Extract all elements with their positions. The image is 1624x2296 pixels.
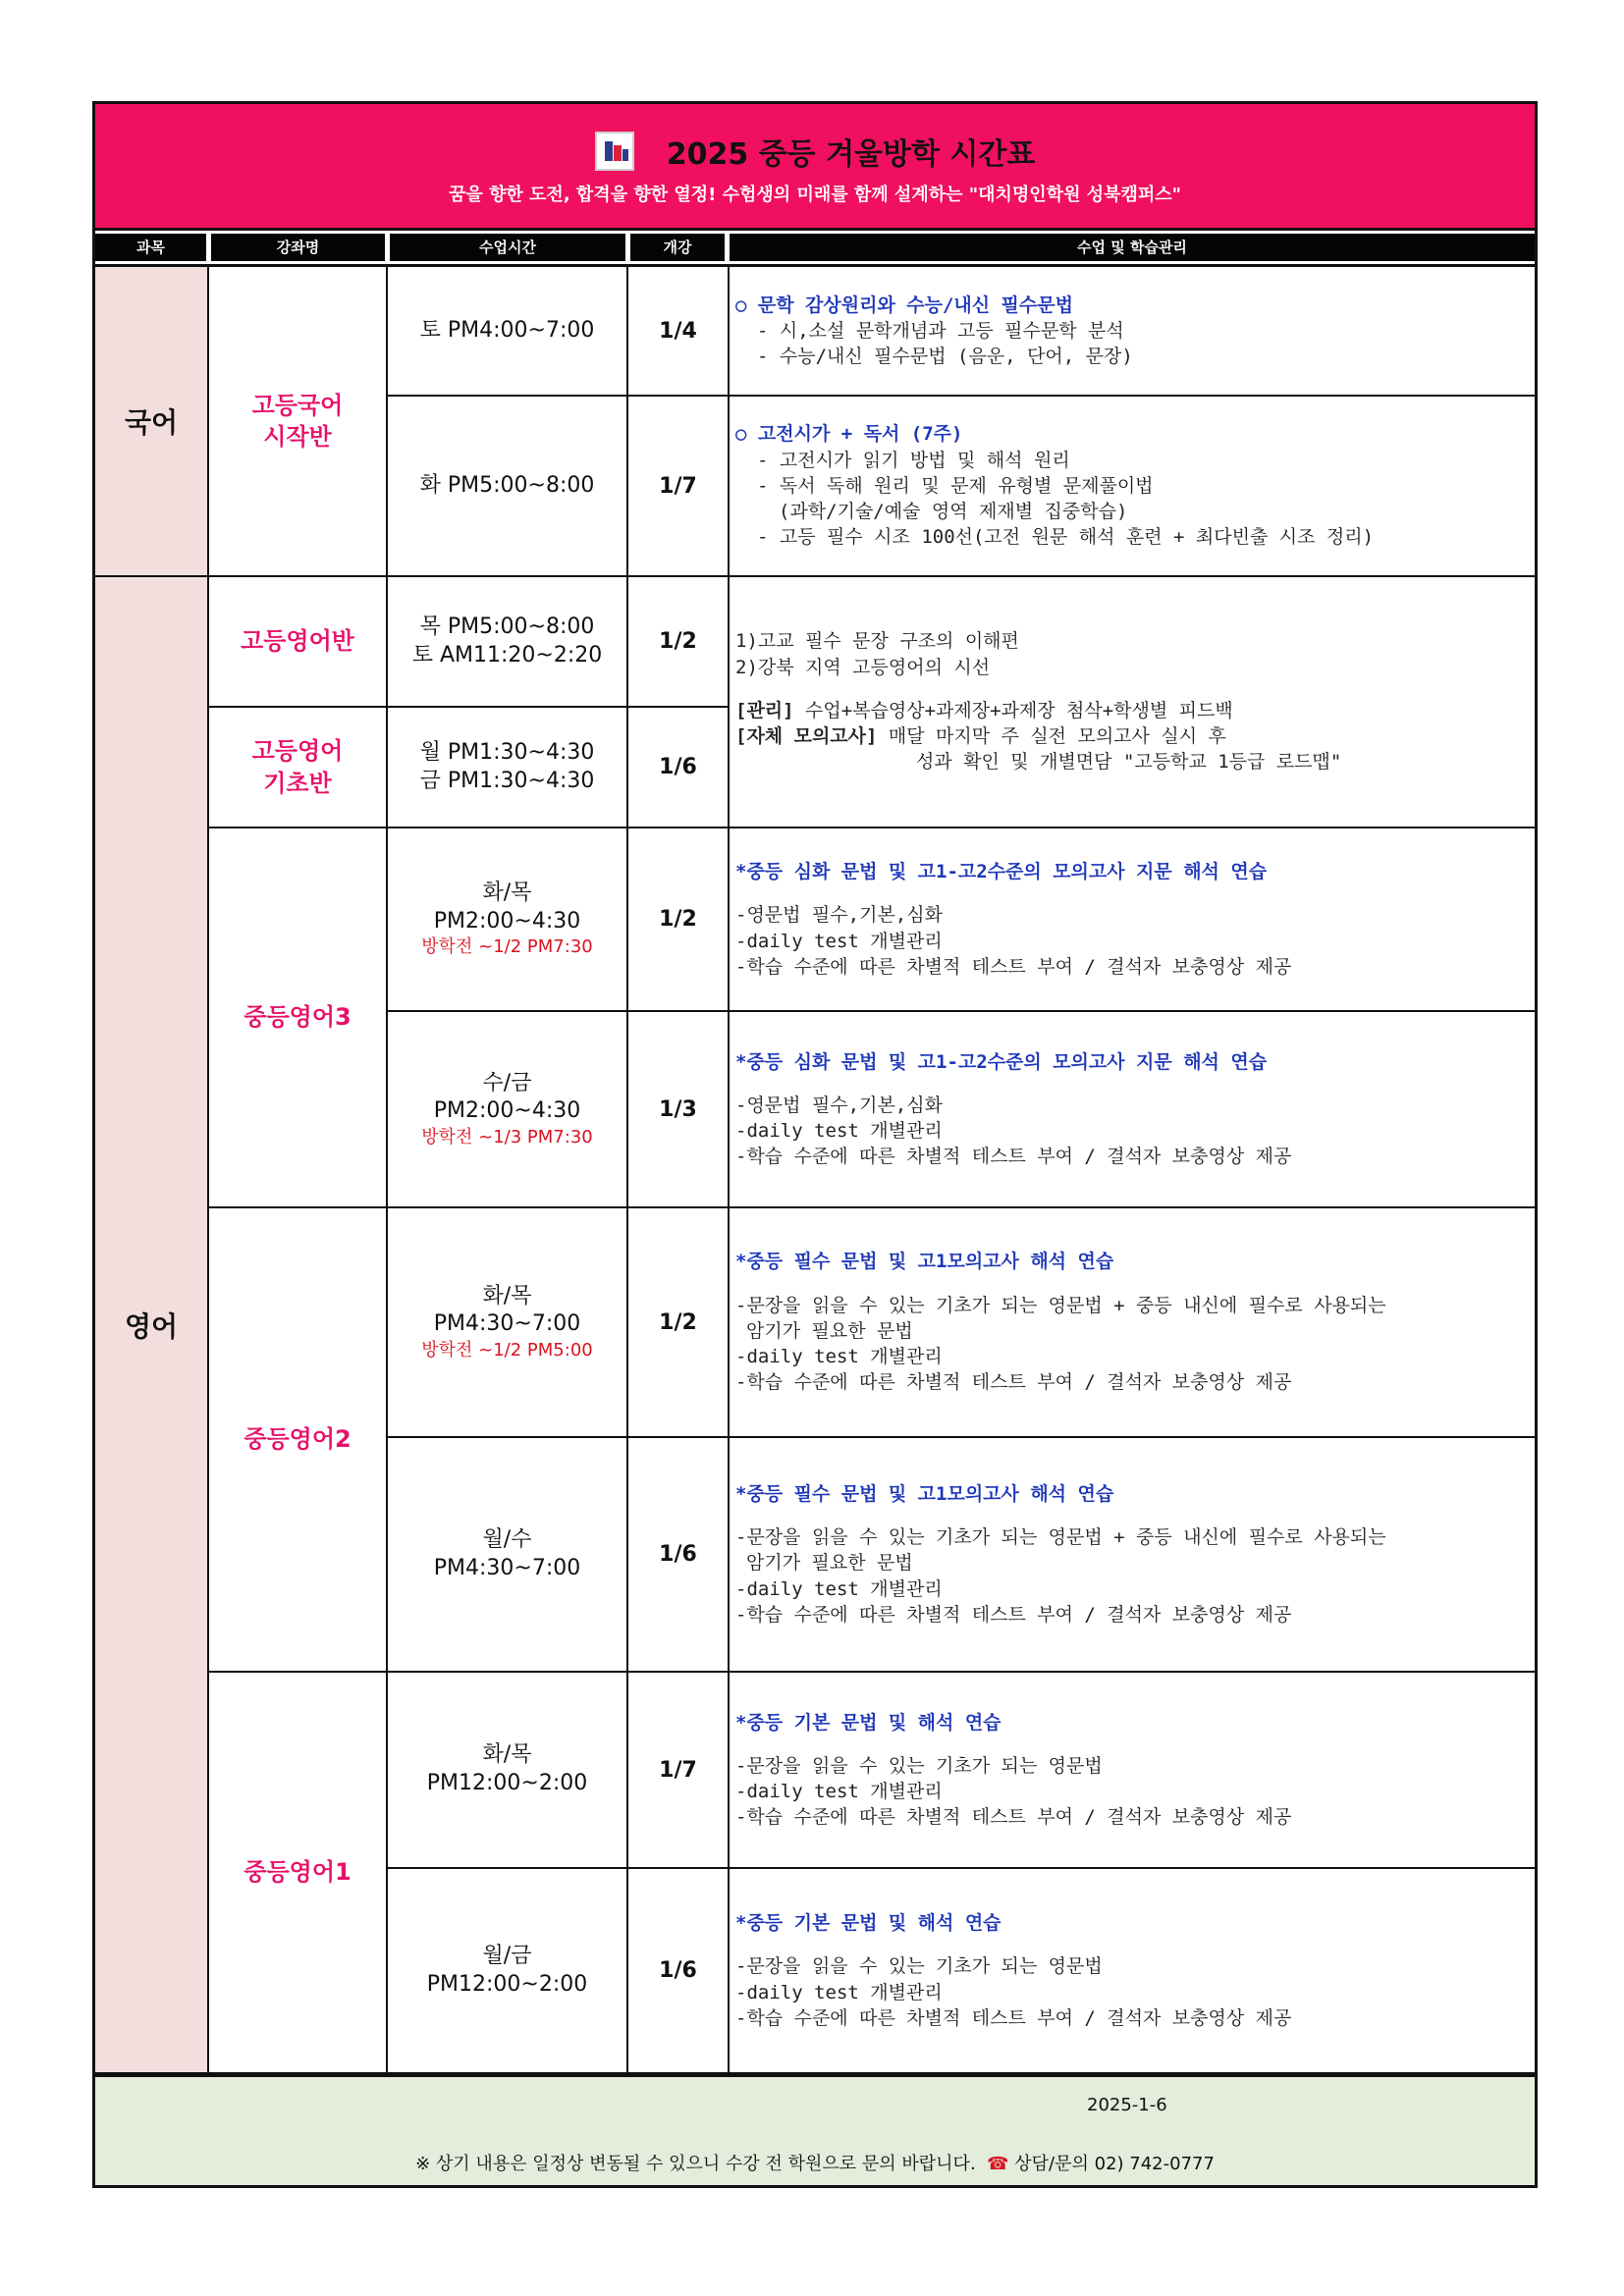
desc-line: -daily test 개별관리	[735, 1577, 943, 1600]
table-header	[95, 228, 1535, 267]
class-time: PM4:30~7:00	[433, 1555, 581, 1580]
mgmt-text: 수업+복습영상+과제장+과제장 첨삭+학생별 피드백	[793, 699, 1233, 721]
desc-line	[735, 723, 1532, 749]
desc-line: -daily test 개별관리	[735, 1981, 943, 2003]
desc-line: - 고등 필수 시조 100선(고전 원문 해석 훈련 + 최다빈출 시조 정리)	[757, 526, 1375, 549]
issue-date: 2025-1-6	[1087, 2095, 1167, 2115]
class-day: 월/금	[482, 1943, 532, 1968]
col-header-subject: 과목	[95, 234, 206, 261]
start-date: 1/4	[628, 267, 730, 397]
phone-icon: ☎	[987, 2154, 1009, 2174]
class-time: 목 PM5:00~8:00	[419, 614, 595, 639]
desc-heading: ○ 문학 감상원리와 수능/내신 필수문법	[735, 294, 1073, 316]
time-cell	[388, 1869, 628, 2074]
desc-heading: *중등 기본 문법 및 해석 연습	[735, 1711, 1001, 1734]
desc-line	[735, 698, 1532, 723]
col-header-desc: 수업 및 학습관리	[730, 234, 1535, 261]
spacer	[735, 680, 1532, 698]
pre-break-note: 방학전 ~1/3 PM7:30	[421, 1126, 593, 1148]
header-banner	[95, 104, 1535, 228]
class-time: PM2:00~4:30	[433, 908, 581, 934]
class-time: PM12:00~2:00	[426, 1971, 588, 1997]
col-header-start: 개강	[630, 234, 725, 261]
desc-line: -daily test 개별관리	[735, 1120, 943, 1142]
class-day: 월/수	[482, 1526, 532, 1552]
desc-line: -daily test 개별관리	[735, 1346, 943, 1368]
desc-line: - 시,소설 문학개념과 고등 필수문학 분석	[757, 319, 1124, 342]
pre-break-note: 방학전 ~1/2 PM7:30	[421, 936, 593, 958]
desc-heading: *중등 심화 문법 및 고1-고2수준의 모의고사 지문 해석 연습	[735, 1050, 1268, 1073]
desc-line: 2)강북 지역 고등영어의 시선	[735, 656, 991, 678]
spacer	[735, 884, 1532, 902]
contact-text: 상담/문의 02) 742-0777	[1014, 2154, 1215, 2174]
timetable-sheet	[92, 101, 1538, 2188]
course-description	[730, 1438, 1538, 1673]
desc-line: -영문법 필수,기본,심화	[735, 1094, 943, 1116]
mock-label: [자체 모의고사]	[735, 725, 878, 748]
desc-line: - 수능/내신 필수문법 (음운, 단어, 문장)	[757, 346, 1133, 368]
start-date: 1/6	[628, 1438, 730, 1673]
time-cell	[388, 1438, 628, 1673]
start-date: 1/7	[628, 397, 730, 577]
spacer	[735, 1735, 1532, 1753]
class-time: 금 PM1:30~4:30	[419, 768, 595, 793]
col-header-course: 강좌명	[211, 234, 385, 261]
time-cell	[388, 1673, 628, 1869]
course-description	[730, 1012, 1538, 1208]
class-day: 화/목	[482, 1283, 532, 1308]
start-date: 1/2	[628, 828, 730, 1012]
desc-line: 성과 확인 및 개별면담 "고등학교 1등급 로드맵"	[916, 751, 1342, 774]
class-time: 월 PM1:30~4:30	[419, 739, 595, 765]
time-cell	[388, 397, 628, 577]
desc-line: (과학/기술/예술 영역 제재별 집중학습)	[779, 501, 1128, 523]
course-description	[730, 267, 1538, 397]
desc-line: -학습 수준에 따른 차별적 테스트 부여 / 결석자 보충영상 제공	[735, 1371, 1292, 1394]
desc-line: -문장을 읽을 수 있는 기초가 되는 영문법	[735, 1955, 1103, 1978]
course-description	[730, 1208, 1538, 1438]
start-date: 1/3	[628, 1012, 730, 1208]
time-cell	[388, 267, 628, 397]
class-time: 토 PM4:00~7:00	[419, 317, 595, 343]
start-date: 1/6	[628, 1869, 730, 2074]
course-hs-english: 고등영어반	[209, 577, 388, 708]
time-cell	[388, 1208, 628, 1438]
footer-notice	[95, 2150, 1535, 2175]
desc-line: -영문법 필수,기본,심화	[735, 904, 943, 927]
desc-line: - 독서 독해 원리 및 문제 유형별 문제풀이법	[757, 474, 1154, 497]
start-date: 1/6	[628, 708, 730, 828]
desc-line: -학습 수준에 따른 차별적 테스트 부여 / 결석자 보충영상 제공	[735, 1806, 1292, 1829]
academy-logo-icon	[595, 132, 634, 171]
desc-heading: *중등 기본 문법 및 해석 연습	[735, 1912, 1001, 1935]
class-time: 화 PM5:00~8:00	[419, 472, 595, 498]
desc-heading: ○ 고전시가 + 독서 (7주)	[735, 423, 963, 446]
footer	[95, 2074, 1535, 2185]
course-korean-start: 고등국어 시작반	[209, 267, 388, 577]
time-cell	[388, 828, 628, 1012]
time-cell	[388, 1012, 628, 1208]
start-date: 1/2	[628, 1208, 730, 1438]
time-cell	[388, 708, 628, 828]
time-cell	[388, 577, 628, 708]
desc-line: -daily test 개별관리	[735, 930, 943, 952]
notice-text: ※ 상기 내용은 일정상 변동될 수 있으니 수강 전 학원으로 문의 바랍니다.	[415, 2154, 976, 2174]
mgmt-label: [관리]	[735, 699, 794, 721]
class-time: PM4:30~7:00	[433, 1311, 581, 1337]
course-ms-english-1: 중등영어1	[209, 1673, 388, 2074]
col-header-time: 수업시간	[390, 234, 625, 261]
page-title: 2025 중등 겨울방학 시간표	[666, 137, 1036, 172]
spacer	[735, 1936, 1532, 1953]
course-ms-english-3: 중등영어3	[209, 828, 388, 1208]
desc-line: 암기가 필요한 문법	[746, 1552, 913, 1575]
course-ms-english-2: 중등영어2	[209, 1208, 388, 1673]
pre-break-note: 방학전 ~1/2 PM5:00	[421, 1339, 593, 1361]
class-day: 화/목	[482, 1742, 532, 1768]
desc-line: - 고전시가 읽기 방법 및 해석 원리	[757, 449, 1070, 471]
desc-line: -daily test 개별관리	[735, 1781, 943, 1802]
desc-line: -문장을 읽을 수 있는 기초가 되는 영문법	[735, 1754, 1103, 1777]
spacer	[735, 1275, 1532, 1293]
desc-line: -학습 수준에 따른 차별적 테스트 부여 / 결석자 보충영상 제공	[735, 1146, 1292, 1168]
course-description	[730, 1869, 1538, 2074]
start-date: 1/2	[628, 577, 730, 708]
desc-line: -문장을 읽을 수 있는 기초가 되는 영문법 + 중등 내신에 필수로 사용되는	[735, 1294, 1386, 1316]
title-row	[95, 130, 1535, 173]
desc-heading: *중등 심화 문법 및 고1-고2수준의 모의고사 지문 해석 연습	[735, 861, 1268, 883]
start-date: 1/7	[628, 1673, 730, 1869]
class-day: 화/목	[482, 881, 532, 906]
class-day: 수/금	[482, 1070, 532, 1095]
course-description	[730, 1673, 1538, 1869]
course-hs-english-basic: 고등영어 기초반	[209, 708, 388, 828]
subject-english: 영어	[95, 577, 209, 2074]
class-time: PM12:00~2:00	[426, 1771, 588, 1795]
desc-line: -문장을 읽을 수 있는 기초가 되는 영문법 + 중등 내신에 필수로 사용되는	[735, 1526, 1386, 1549]
class-time: 토 AM11:20~2:20	[411, 642, 603, 667]
desc-heading: *중등 필수 문법 및 고1모의고사 해석 연습	[735, 1482, 1114, 1505]
course-description	[730, 828, 1538, 1012]
desc-heading: *중등 필수 문법 및 고1모의고사 해석 연습	[735, 1251, 1114, 1273]
desc-line: -학습 수준에 따른 차별적 테스트 부여 / 결석자 보충영상 제공	[735, 2006, 1292, 2029]
subject-korean: 국어	[95, 267, 209, 577]
spacer	[735, 1507, 1532, 1524]
class-time: PM2:00~4:30	[433, 1098, 581, 1124]
desc-line: 암기가 필요한 문법	[746, 1319, 913, 1342]
page-subtitle: 꿈을 향한 도전, 합격을 향한 열정! 수험생의 미래를 함께 설계하는 "대치명인학원 성북캠퍼스"	[448, 185, 1182, 205]
course-description	[730, 397, 1538, 577]
desc-line: -학습 수준에 따른 차별적 테스트 부여 / 결석자 보충영상 제공	[735, 1603, 1292, 1626]
course-description	[730, 577, 1538, 828]
mock-text: 매달 마지막 주 실전 모의고사 실시 후	[877, 725, 1226, 748]
desc-line: 1)고교 필수 문장 구조의 이해편	[735, 630, 1019, 653]
desc-line: -학습 수준에 따른 차별적 테스트 부여 / 결석자 보충영상 제공	[735, 955, 1292, 978]
spacer	[735, 1075, 1532, 1093]
